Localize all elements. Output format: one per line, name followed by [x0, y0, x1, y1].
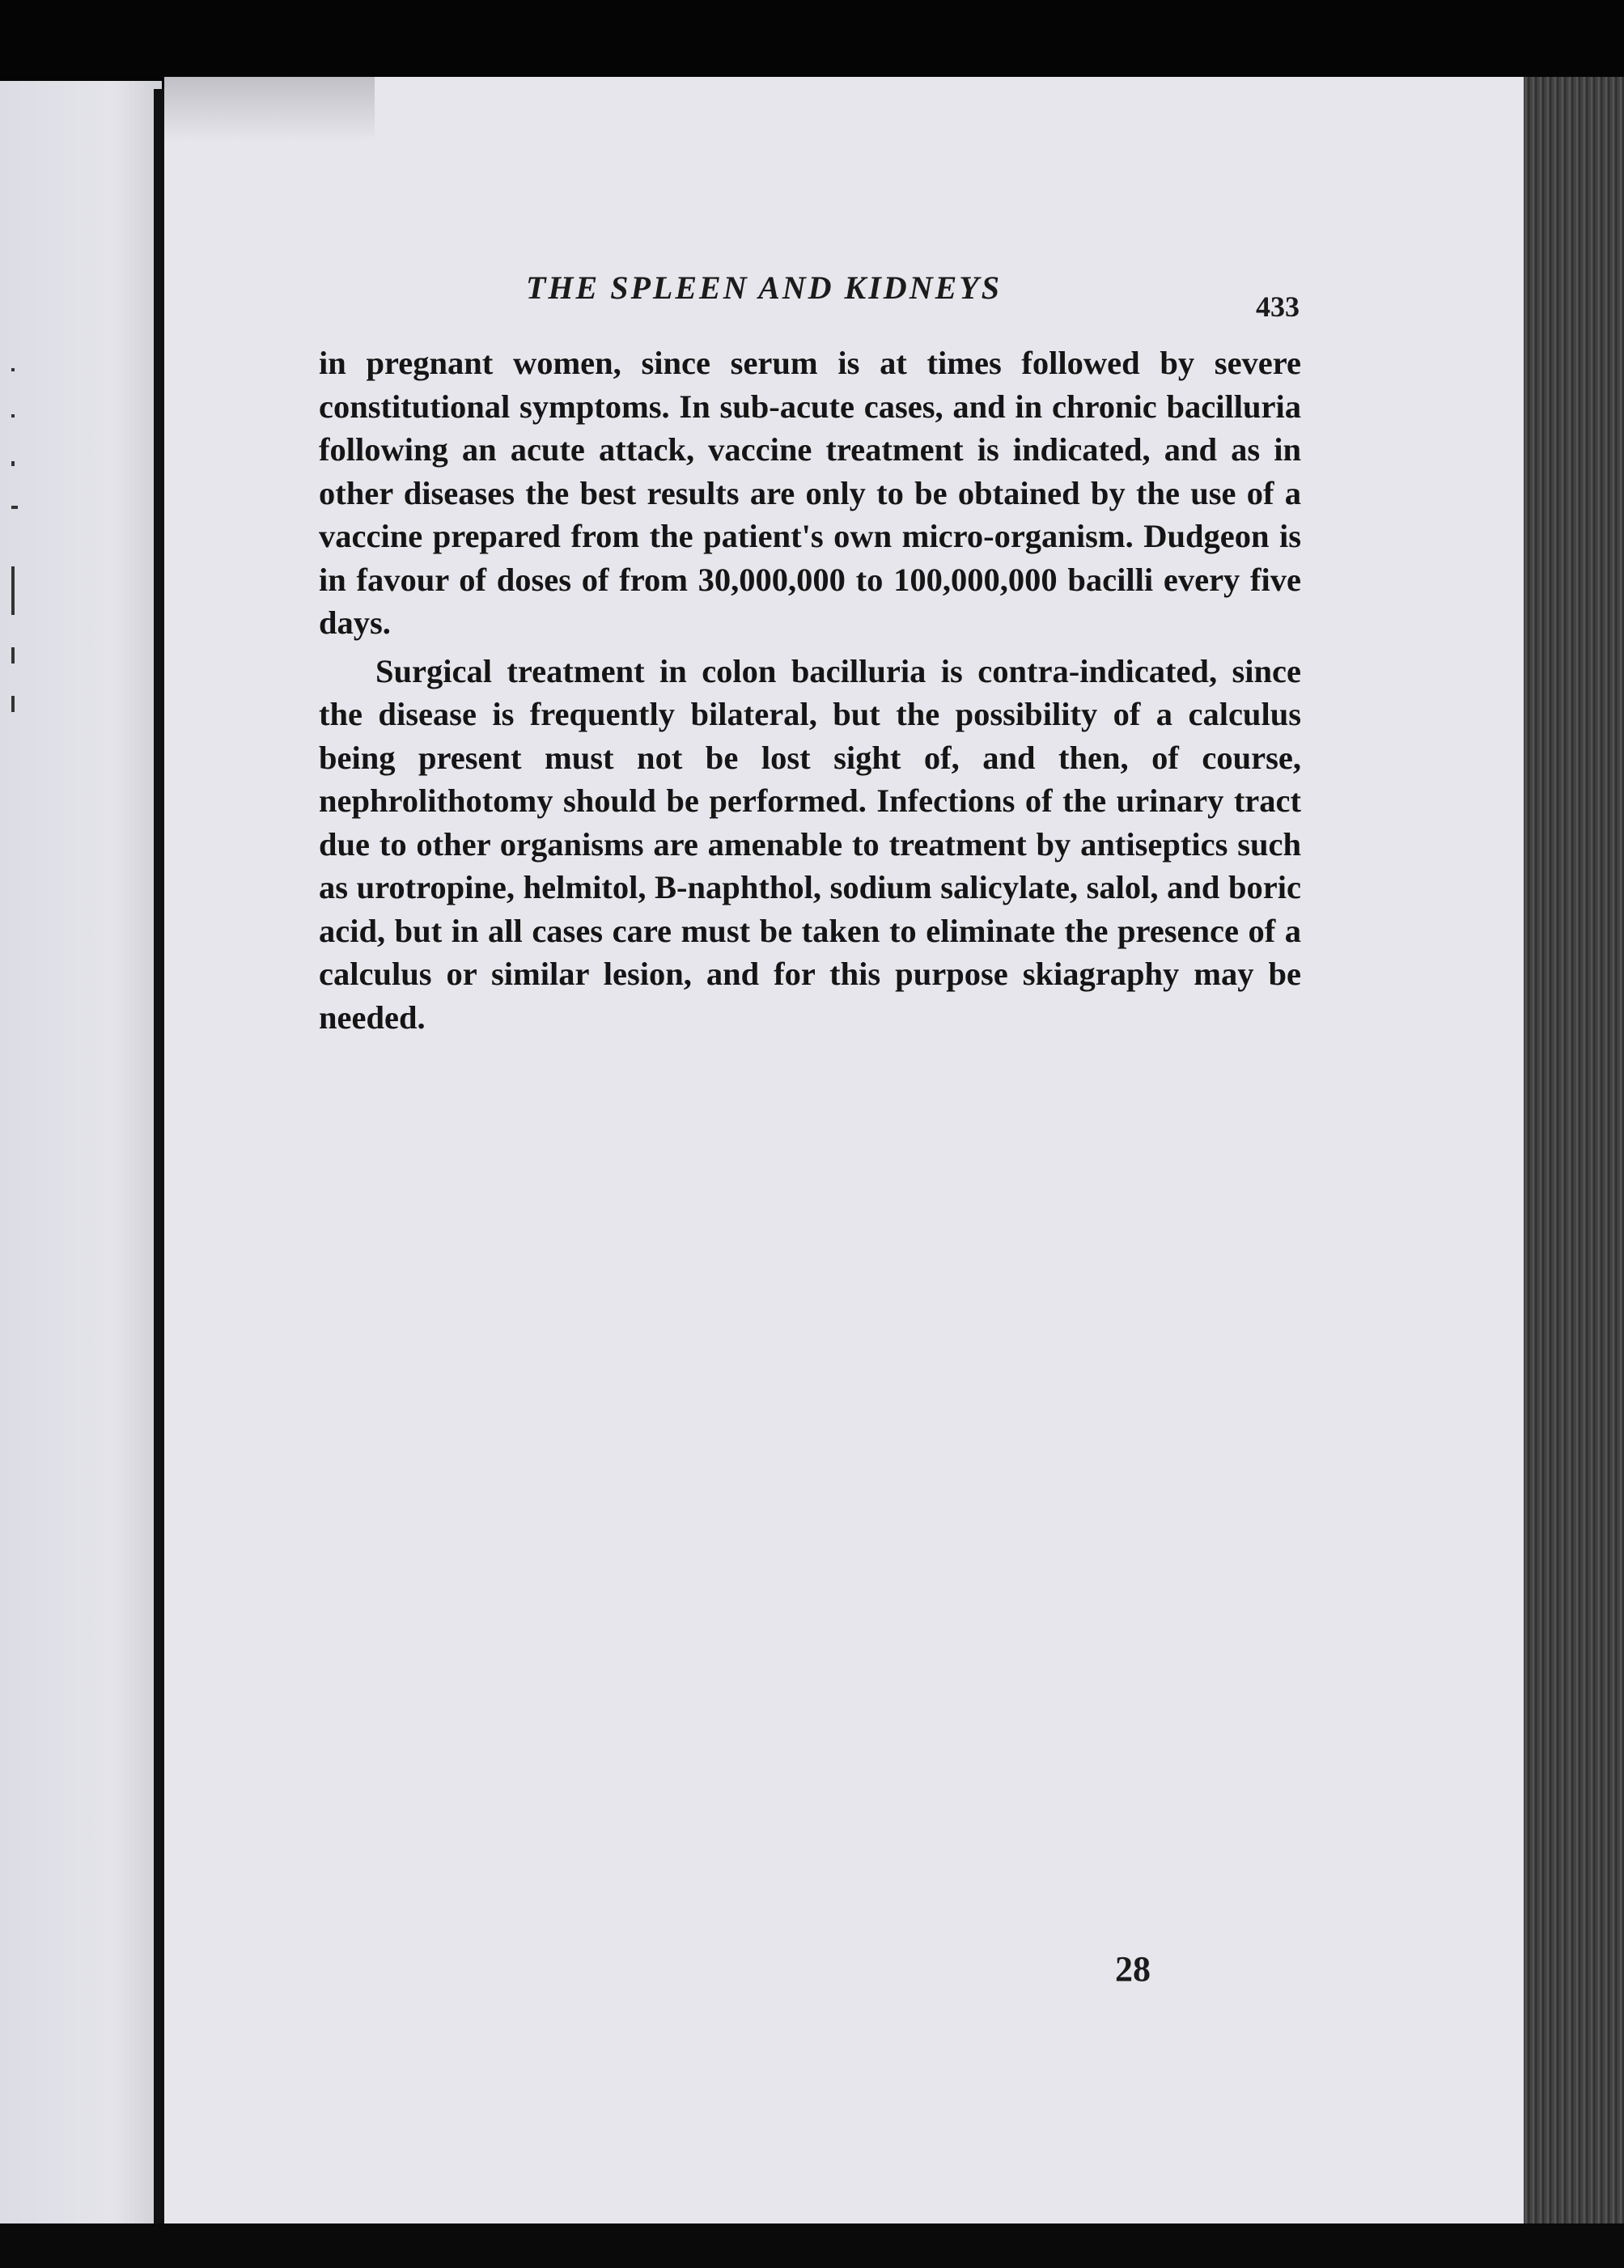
- page-shadow: [164, 77, 375, 142]
- scan-border-bottom: [0, 2223, 1624, 2268]
- paragraph: in pregnant women, since serum is at times followed by severe constitutional symptoms. In sub-acute cases, and in chronic bacilluria following an acute attack, vaccine treatment is indicated, and as in other diseases the best results are only to be obtained by the use of a vaccine prepared from the patient's own micro-organism. Dudgeon is in favour of doses of from 30,000,000 to 100,000,000 bacilli every five days.: [319, 345, 1301, 641]
- book-fore-edge: [1524, 77, 1624, 2229]
- body-text: [319, 341, 1301, 1039]
- book-gutter: [154, 89, 164, 2225]
- signature-mark: 28: [1115, 1949, 1151, 1989]
- paragraph: Surgical treatment in colon bacilluria is contra-indicated, since the disease is frequently bilateral, but the possibility of a calculus being present must not be lost sight of, and then, of course, nephrolithotomy should be performed. Infections of the urinary tract due to other organisms are amenable to treatment by antiseptics such as urotropine, helmitol, B-naphthol, sodium salicylate, salol, and boric acid, but in all cases care must be taken to eliminate the presence of a calculus or similar lesion, and for this purpose skiagraphy may be needed.: [319, 652, 1301, 1036]
- running-head: THE SPLEEN AND KIDNEYS: [526, 269, 1002, 306]
- page-number: 433: [1256, 290, 1300, 323]
- facing-page-edge: [0, 81, 162, 2225]
